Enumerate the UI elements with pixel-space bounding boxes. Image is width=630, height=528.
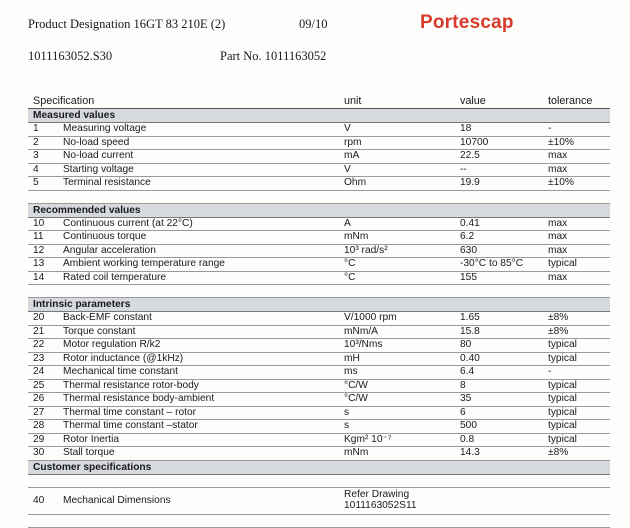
table-row: [28, 393, 610, 407]
col-header-unit: unit: [344, 95, 362, 107]
row-value: -30°C to 85°C: [460, 258, 524, 269]
doc-date: 09/10: [299, 17, 328, 31]
row-number: 20: [33, 312, 45, 323]
col-header-specification: Specification: [33, 95, 95, 107]
row-specification: No-load current: [63, 150, 134, 161]
row-tolerance: max: [548, 244, 568, 256]
row-specification: Thermal resistance body-ambient: [63, 393, 215, 404]
row-specification: Continuous current (at 22°C): [63, 217, 193, 229]
table-row: [28, 150, 610, 164]
row-number: 1: [33, 123, 39, 134]
row-number: 28: [33, 420, 45, 431]
row-number: 29: [33, 433, 45, 445]
row-tolerance: typical: [548, 379, 577, 391]
row-tolerance: typical: [548, 339, 577, 350]
row-value: --: [460, 163, 467, 175]
row-tolerance: -: [548, 366, 552, 377]
row-specification: Terminal resistance: [63, 177, 151, 188]
row-value: 6.4: [460, 366, 475, 377]
table-body: [28, 109, 610, 461]
row-value: 22.5: [460, 150, 480, 161]
row-unit: V/1000 rpm: [344, 312, 397, 323]
row-value: 0.40: [460, 352, 480, 364]
row-tolerance: max: [548, 217, 568, 229]
doc-code: 1011163052.S30: [28, 49, 113, 63]
row-value: 1.65: [460, 312, 480, 323]
table-row: [28, 407, 610, 421]
table-row: [28, 258, 610, 272]
table-row: [28, 231, 610, 245]
table-row: [28, 339, 610, 353]
section-header: Customer specifications: [28, 461, 610, 475]
row-tolerance: -: [548, 123, 552, 134]
row-unit: V: [344, 123, 351, 134]
row-value: 0.8: [460, 433, 475, 445]
row-number: 24: [33, 366, 45, 377]
row-tolerance: typical: [548, 433, 577, 445]
row-number: 26: [33, 393, 45, 404]
table-row: [28, 488, 610, 515]
row-number: 21: [33, 325, 45, 337]
specification-table: [28, 94, 610, 528]
row-specification: Starting voltage: [63, 163, 134, 175]
row-value: 6.2: [460, 231, 475, 242]
row-specification: Rotor inductance (@1kHz): [63, 352, 184, 364]
row-number: 3: [33, 150, 39, 161]
row-unit: s: [344, 420, 350, 431]
row-number: 13: [33, 258, 45, 269]
row-value: 14.3: [460, 447, 480, 458]
row-specification: No-load speed: [63, 136, 130, 148]
row-tolerance: typical: [548, 258, 577, 269]
row-value: 10700: [460, 136, 489, 148]
row-tolerance: max: [548, 163, 568, 175]
product-designation: Product Designation 16GT 83 210E (2): [28, 17, 226, 31]
row-specification: Thermal time constant –stator: [63, 420, 198, 431]
row-number: 4: [33, 163, 39, 175]
row-specification: Mechanical Dimensions: [63, 494, 171, 506]
row-tolerance: typical: [548, 393, 577, 404]
row-number: 12: [33, 244, 45, 256]
row-value: 19.9: [460, 177, 480, 188]
spacer-row: [28, 515, 610, 528]
row-specification: Angular acceleration: [63, 244, 156, 256]
row-number: 22: [33, 339, 45, 350]
row-unit: °C: [344, 258, 356, 269]
table-row: [28, 218, 610, 232]
row-specification: Motor regulation R/k2: [63, 339, 161, 350]
row-number: 11: [33, 231, 44, 242]
row-unit: mNm/A: [344, 325, 378, 337]
table-row: [28, 420, 610, 434]
row-tolerance: ±8%: [548, 447, 569, 458]
row-specification: Back-EMF constant: [63, 312, 152, 323]
row-unit: mNm: [344, 447, 369, 458]
row-unit: Kgm² 10⁻⁷: [344, 433, 392, 445]
part-number: Part No. 1011163052: [220, 49, 327, 63]
portescap-logo: Portescap: [420, 12, 514, 33]
spacer-row: [28, 191, 610, 204]
row-unit-line2: 1011163052S11: [344, 500, 417, 511]
table-row: [28, 164, 610, 178]
row-number: 25: [33, 379, 45, 391]
table-row: [28, 434, 610, 448]
row-unit: mNm: [344, 231, 369, 242]
row-unit: V: [344, 163, 351, 175]
row-number: 23: [33, 352, 45, 364]
row-unit: mH: [344, 352, 360, 364]
row-unit: ms: [344, 366, 358, 377]
row-value: 6: [460, 406, 466, 418]
row-tolerance: typical: [548, 406, 577, 418]
row-unit: °C: [344, 271, 356, 283]
row-value: 8: [460, 379, 466, 391]
row-unit: A: [344, 217, 351, 229]
row-specification: Thermal resistance rotor-body: [63, 379, 199, 391]
row-unit: [344, 489, 417, 512]
section-header: Recommended values: [28, 204, 610, 218]
table-row: [28, 137, 610, 151]
row-tolerance: max: [548, 150, 568, 161]
row-number: 14: [33, 271, 45, 283]
table-row: [28, 272, 610, 286]
row-unit: 10³/Nms: [344, 339, 383, 350]
table-row: [28, 312, 610, 326]
row-specification: Rated coil temperature: [63, 271, 167, 283]
row-unit: rpm: [344, 136, 362, 148]
row-value: 35: [460, 393, 472, 404]
spacer-row: [28, 285, 610, 298]
row-specification: Rotor Inertia: [63, 433, 120, 445]
table-row: [28, 326, 610, 340]
table-row: [28, 177, 610, 191]
row-unit: 10³ rad/s²: [344, 244, 388, 256]
table-row: [28, 447, 610, 461]
table-row: [28, 366, 610, 380]
row-number: 5: [33, 177, 39, 188]
row-unit: Ohm: [344, 177, 367, 188]
row-value: 15.8: [460, 325, 480, 337]
row-unit: °C/W: [344, 379, 368, 391]
row-unit-line1: Refer Drawing: [344, 488, 410, 500]
row-tolerance: typical: [548, 352, 577, 364]
row-specification: Ambient working temperature range: [63, 258, 225, 269]
row-value: 155: [460, 271, 477, 283]
row-specification: Mechanical time constant: [63, 366, 178, 377]
table-row: [28, 380, 610, 394]
row-tolerance: ±10%: [548, 177, 574, 188]
row-value: 630: [460, 244, 477, 256]
row-tolerance: max: [548, 271, 568, 283]
row-specification: Thermal time constant – rotor: [63, 406, 197, 418]
row-number: 30: [33, 447, 45, 458]
spacer-row: [28, 475, 610, 488]
row-value: 80: [460, 339, 472, 350]
row-unit: mA: [344, 150, 360, 161]
row-tolerance: ±8%: [548, 312, 569, 323]
row-specification: Measuring voltage: [63, 123, 147, 134]
row-specification: Continuous torque: [63, 231, 147, 242]
row-specification: Stall torque: [63, 447, 115, 458]
row-value: 18: [460, 123, 472, 134]
row-tolerance: typical: [548, 420, 577, 431]
table-row: [28, 353, 610, 367]
row-number: 27: [33, 406, 45, 418]
row-number: 2: [33, 136, 39, 148]
row-value: 500: [460, 420, 477, 431]
row-unit: s: [344, 406, 350, 418]
row-number: 10: [33, 217, 45, 229]
table-header: [28, 94, 610, 109]
row-unit: °C/W: [344, 393, 368, 404]
row-tolerance: max: [548, 231, 568, 242]
col-header-tolerance: tolerance: [548, 95, 593, 107]
section-header: Intrinsic parameters: [28, 298, 610, 312]
col-header-value: value: [460, 95, 486, 107]
row-tolerance: ±10%: [548, 136, 574, 148]
row-number: 40: [33, 494, 45, 506]
row-value: 0.41: [460, 217, 480, 229]
table-row: [28, 245, 610, 259]
row-tolerance: ±8%: [548, 325, 569, 337]
section-header: Measured values: [28, 109, 610, 123]
table-row: [28, 123, 610, 137]
row-specification: Torque constant: [63, 325, 136, 337]
